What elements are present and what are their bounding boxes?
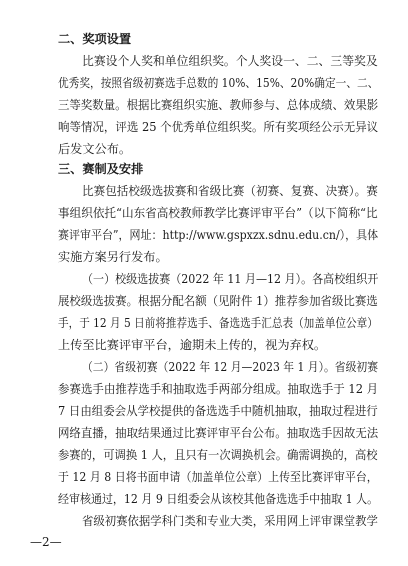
paragraph-line: （二）省级初赛（2022 年 12 月—2023 年 1 月）。省级初赛 [82, 360, 378, 374]
paragraph-line: 比赛设个人奖和单位组织奖。个人奖设一、二、三等奖及 [82, 54, 378, 68]
paragraph-line: 经审核通过，12 月 9 日组委会从该校其他备选选手中抽取 1 人。 [58, 492, 378, 506]
paragraph-line: 于 12 月 8 日将书面申请（加盖单位公章）上传至比赛评审平台， [58, 470, 378, 484]
paragraph-line: 比赛包括校级选拔赛和省级比赛（初赛、复赛、决赛）。赛 [82, 184, 378, 198]
paragraph-line: 事组织依托“山东省高校教师教学比赛评审平台”（以下简称“比 [58, 206, 378, 220]
paragraph-line: 展校级选拔赛。根据分配名额（见附件 1）推荐参加省级比赛选 [58, 294, 378, 308]
paragraph-line: 后发文公布。 [58, 142, 132, 156]
paragraph-line: 参赛选手由推荐选手和抽取选手两部分组成。抽取选手于 12 月 [58, 382, 379, 396]
page-number: —2— [30, 535, 62, 549]
paragraph-line: 响等情况，评选 25 个优秀单位组织奖。所有奖项经公示无异议 [58, 120, 379, 134]
section-heading-schedule: 三、赛制及安排 [58, 162, 144, 176]
section-heading-awards: 二、奖项设置 [58, 32, 132, 46]
paragraph-line: 参赛的，可调换 1 人，且只有一次调换机会。确需调换的，高校 [58, 448, 378, 462]
paragraph-line: 7 日由组委会从学校提供的备选选手中随机抽取，抽取过程进行 [58, 404, 378, 418]
paragraph-line: （一）校级选拔赛（2022 年 11 月—12 月）。各高校组织开 [82, 272, 379, 286]
paragraph-line: 手，于 12 月 5 日前将推荐选手、备选选手汇总表（加盖单位公章） [58, 316, 378, 330]
paragraph-line: 实施方案另行发布。 [58, 250, 168, 264]
paragraph-line: 上传至比赛评审平台，逾期未上传的，视为弃权。 [58, 338, 327, 352]
paragraph-line: 三等奖数量。根据比赛组织实施、教师参与、总体成绩、效果影 [58, 98, 378, 112]
paragraph-line: 省级初赛依据学科门类和专业大类，采用网上评审课堂教学 [82, 514, 378, 528]
paragraph-line: 优秀奖，按照省级初赛选手总数的 10%、15%、20%确定一、二、 [58, 76, 378, 90]
paragraph-line: 网络直播，抽取结果通过比赛评审平台公布。抽取选手因故无法 [58, 426, 378, 440]
paragraph-line-url: 赛评审平台”，网址：http://www.gspxzx.sdnu.edu.cn/），具体 [58, 228, 378, 242]
